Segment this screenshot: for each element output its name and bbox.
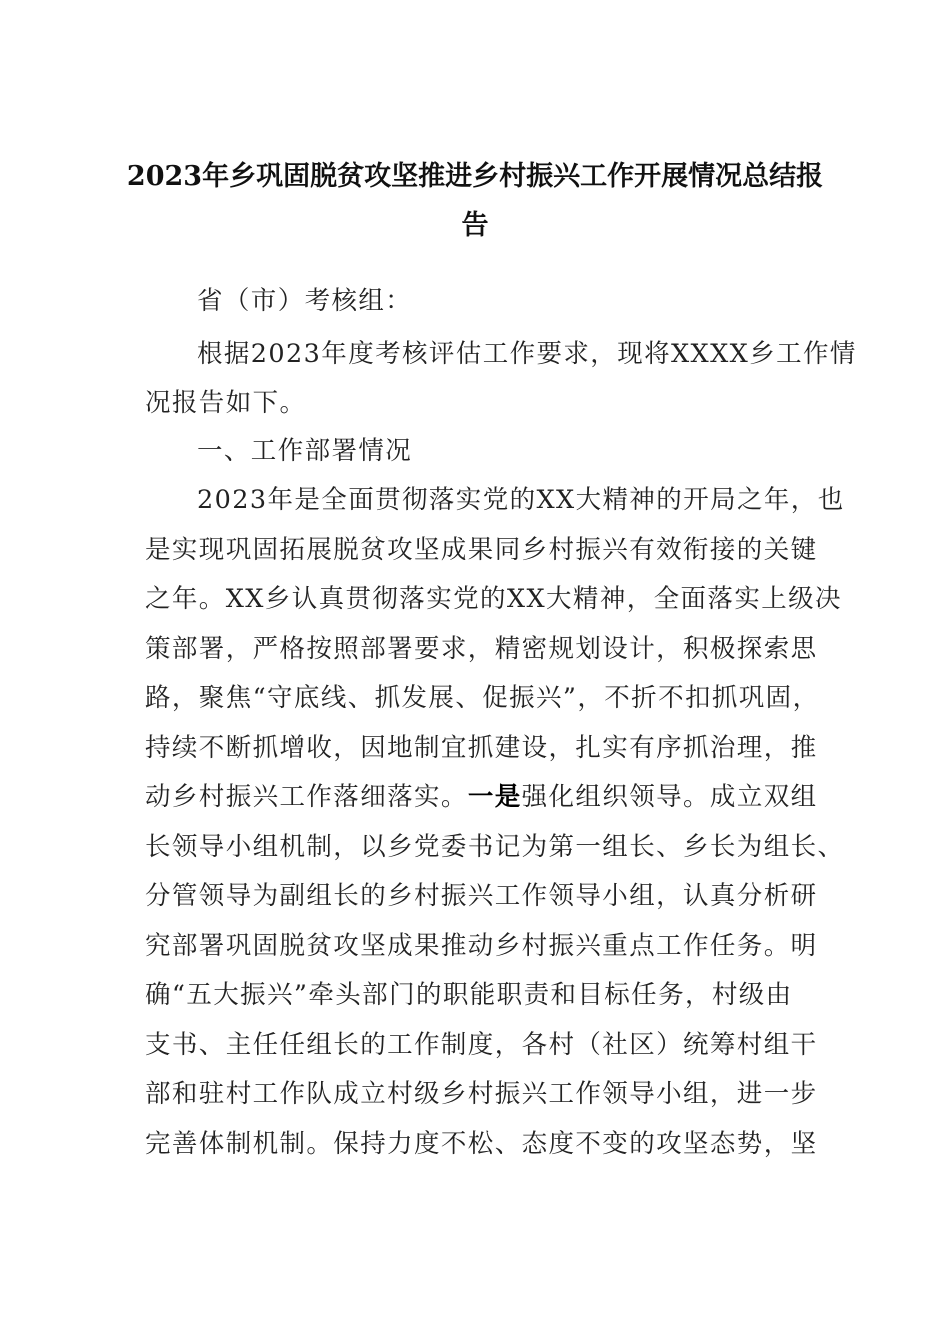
body-paragraph-line: 之年。XX乡认真贯彻落实党的XX大精神，全面落实上级决	[145, 584, 842, 614]
body-paragraph-line	[145, 780, 818, 814]
body-paragraph-line: 完善体制机制。保持力度不松、态度不变的攻坚态势，坚	[145, 1129, 818, 1159]
body-paragraph-line: 支书、主任任组长的工作制度，各村（社区）统筹村组干	[145, 1030, 818, 1060]
emphasis-text: 一是	[467, 782, 522, 812]
body-text: 动乡村振兴工作落细落实。	[145, 782, 468, 812]
body-paragraph-line: 分管领导为副组长的乡村振兴工作领导小组，认真分析研	[145, 881, 818, 911]
body-paragraph-line: 长领导小组机制，以乡党委书记为第一组长、乡长为组长、	[145, 832, 845, 862]
body-paragraph-line: 是实现巩固拓展脱贫攻坚成果同乡村振兴有效衔接的关键	[145, 535, 818, 565]
body-paragraph-line: 部和驻村工作队成立村级乡村振兴工作领导小组，进一步	[145, 1079, 818, 1109]
body-paragraph-line: 确“五大振兴”牵头部门的职能职责和目标任务，村级由	[145, 980, 793, 1010]
body-paragraph-line: 持续不断抓增收，因地制宜抓建设，扎实有序抓治理，推	[145, 733, 818, 763]
document-title-line-2: 告	[461, 210, 489, 241]
body-paragraph-line: 路，聚焦“守底线、抓发展、促振兴”，不折不扣抓巩固，	[145, 683, 820, 713]
intro-paragraph-line-1: 根据2023年度考核评估工作要求，现将XXXX乡工作情	[197, 339, 857, 369]
body-paragraph-line: 策部署，严格按照部署要求，精密规划设计，积极探索思	[145, 634, 818, 664]
body-paragraph-line: 2023年是全面贯彻落实党的XX大精神的开局之年，也	[197, 485, 845, 515]
body-text: 强化组织领导。成立双组	[521, 782, 818, 812]
section-heading: 一、工作部署情况	[197, 436, 413, 466]
body-paragraph-line: 究部署巩固脱贫攻坚成果推动乡村振兴重点工作任务。明	[145, 931, 818, 961]
document-title-line-1: 2023年乡巩固脱贫攻坚推进乡村振兴工作开展情况总结报	[126, 161, 824, 192]
intro-paragraph-line-2: 况报告如下。	[145, 388, 307, 418]
salutation: 省（市）考核组：	[197, 286, 413, 316]
